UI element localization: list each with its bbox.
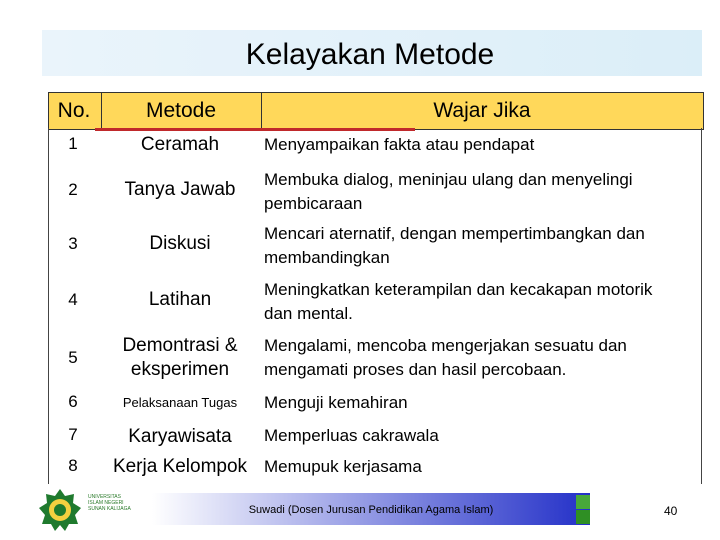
row-wajar: Mengalami, mencoba mengerjakan sesuatu dan mengamati proses dan hasil percobaan.	[264, 336, 627, 379]
row-number: 3	[68, 234, 78, 253]
row-number: 7	[68, 425, 78, 444]
row-number: 5	[68, 348, 78, 367]
row-metode: Demontrasi & eksperimen	[122, 335, 238, 380]
header-underline	[95, 128, 415, 131]
row-wajar: Mencari aternatif, dengan mempertimbangkan dan membandingkan	[264, 224, 645, 267]
university-logo-icon	[38, 488, 82, 532]
row-number: 2	[68, 180, 78, 199]
row-wajar: Menyampaikan fakta atau pendapat	[264, 135, 535, 154]
row-metode: Karyawisata	[128, 426, 232, 447]
row-wajar: Memupuk kerjasama	[264, 457, 422, 476]
row-wajar: Memperluas cakrawala	[264, 426, 439, 445]
table-header	[48, 92, 704, 130]
row-metode: Kerja Kelompok	[112, 456, 248, 477]
header-no: No.	[57, 99, 91, 122]
page-number: 40	[664, 504, 678, 518]
logo-text: UNIVERSITAS ISLAM NEGERI SUNAN KALIJAGA	[88, 494, 131, 512]
header-metode: Metode	[145, 99, 217, 122]
slide-title: Kelayakan Metode	[245, 38, 495, 71]
row-metode: Tanya Jawab	[124, 179, 236, 200]
row-number: 1	[68, 134, 78, 153]
header-wajar: Wajar Jika	[433, 99, 531, 122]
row-metode: Diskusi	[149, 233, 211, 254]
footer-credit: Suwadi (Dosen Jurusan Pendidikan Agama Islam)	[248, 504, 494, 516]
row-wajar: Meningkatkan keterampilan dan kecakapan motorik dan mental.	[264, 280, 653, 323]
row-metode: Pelaksanaan Tugas	[122, 395, 238, 410]
row-number: 4	[68, 290, 78, 309]
row-wajar: Menguji kemahiran	[264, 393, 408, 412]
row-number: 8	[68, 456, 78, 475]
row-metode: Ceramah	[140, 134, 220, 155]
row-number: 6	[68, 392, 78, 411]
row-wajar: Membuka dialog, meninjau ulang dan menyelingi pembicaraan	[264, 170, 633, 213]
row-metode: Latihan	[148, 289, 212, 310]
